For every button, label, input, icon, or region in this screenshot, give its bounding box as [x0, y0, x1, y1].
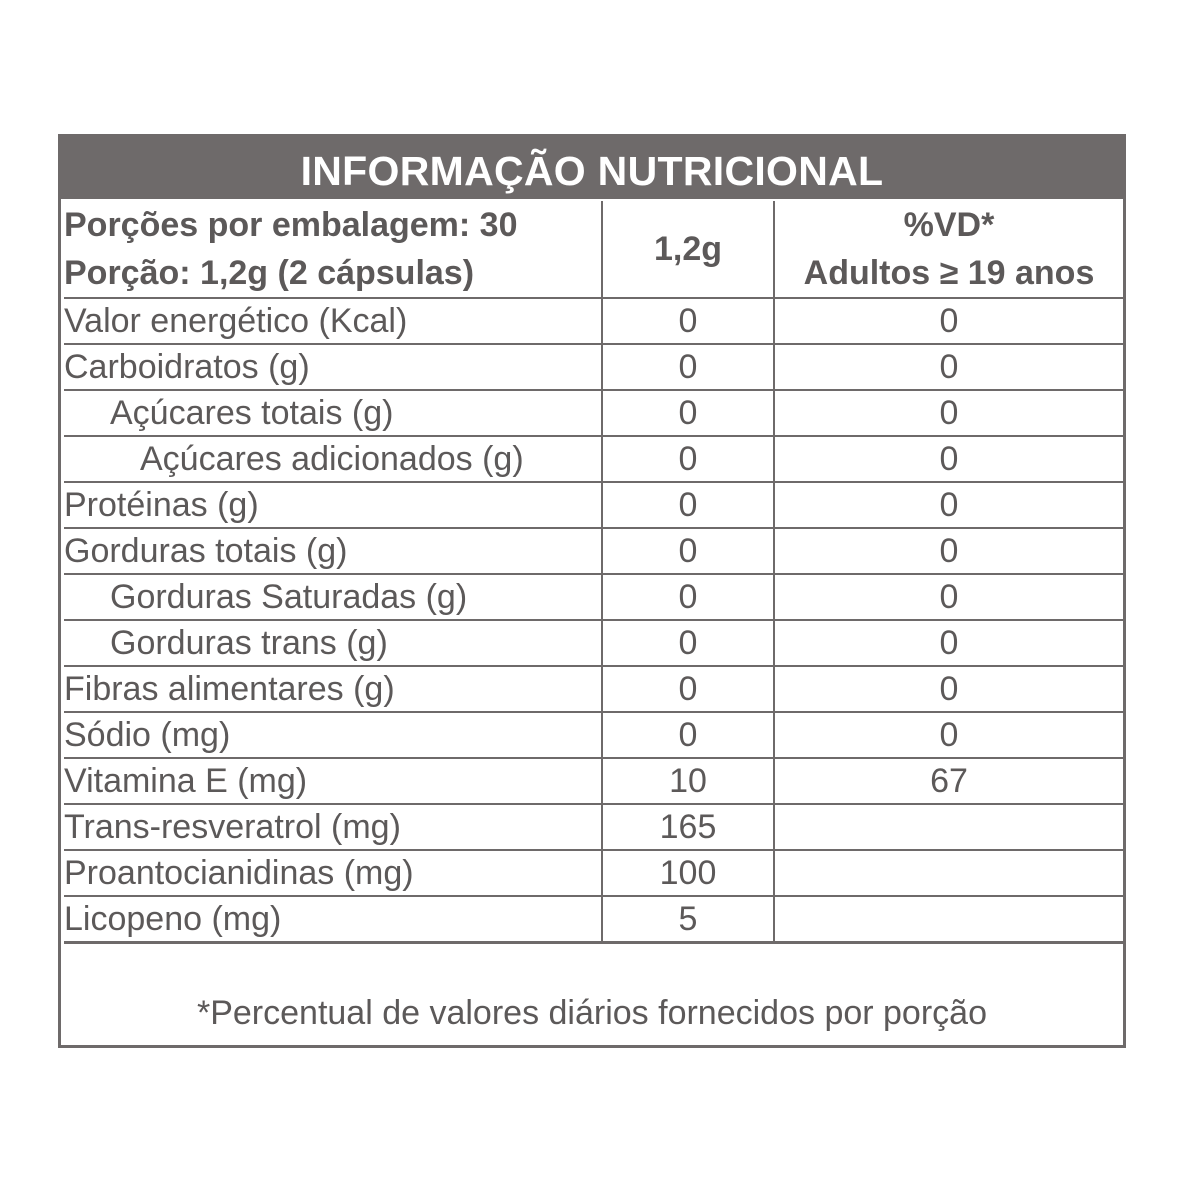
nutrient-quantity: 5 [602, 896, 774, 943]
table-header-row [64, 201, 1123, 298]
nutrient-daily-value: 0 [774, 574, 1123, 620]
nutrient-daily-value: 0 [774, 344, 1123, 390]
nutrient-name: Gorduras Saturadas (g) [64, 574, 602, 620]
nutrient-name: Carboidratos (g) [64, 344, 602, 390]
nutrient-quantity: 0 [602, 528, 774, 574]
table-row [64, 298, 1123, 344]
nutrient-name: Trans-resveratrol (mg) [64, 804, 602, 850]
table-row [64, 482, 1123, 528]
nutrient-name: Licopeno (mg) [64, 896, 602, 943]
nutrient-quantity: 0 [602, 574, 774, 620]
quantity-header: 1,2g [602, 201, 774, 298]
nutrient-daily-value [774, 804, 1123, 850]
nutrient-name: Gorduras totais (g) [64, 528, 602, 574]
footnote: *Percentual de valores diários fornecidos por porção [196, 994, 987, 1032]
daily-value-audience: Adultos ≥ 19 anos [803, 254, 1095, 292]
nutrient-quantity: 10 [602, 758, 774, 804]
nutrient-daily-value: 0 [774, 666, 1123, 712]
portion-info-cell [64, 201, 602, 298]
nutrient-quantity: 100 [602, 850, 774, 896]
nutrient-name: Proantocianidinas (mg) [64, 850, 602, 896]
nutrition-title: INFORMAÇÃO NUTRICIONAL [61, 137, 1123, 199]
nutrient-daily-value [774, 896, 1123, 943]
nutrient-quantity: 165 [602, 804, 774, 850]
nutrient-quantity: 0 [602, 436, 774, 482]
table-row [64, 666, 1123, 712]
nutrient-daily-value: 0 [774, 620, 1123, 666]
daily-value-label: %VD* [903, 206, 995, 244]
daily-value-header [774, 201, 1123, 298]
nutrient-daily-value: 0 [774, 712, 1123, 758]
nutrient-quantity: 0 [602, 390, 774, 436]
table-row [64, 620, 1123, 666]
nutrient-quantity: 0 [602, 712, 774, 758]
nutrient-daily-value: 0 [774, 436, 1123, 482]
nutrient-daily-value: 0 [774, 390, 1123, 436]
table-row [64, 390, 1123, 436]
table-row [64, 712, 1123, 758]
table-row [64, 344, 1123, 390]
table-row [64, 850, 1123, 896]
nutrient-daily-value: 0 [774, 298, 1123, 344]
nutrient-name: Gorduras trans (g) [64, 620, 602, 666]
table-row [64, 436, 1123, 482]
nutrient-daily-value: 67 [774, 758, 1123, 804]
nutrient-daily-value: 0 [774, 482, 1123, 528]
table-row [64, 528, 1123, 574]
nutrient-daily-value: 0 [774, 528, 1123, 574]
portion-size: Porção: 1,2g (2 cápsulas) [64, 254, 475, 292]
nutrient-daily-value [774, 850, 1123, 896]
nutrient-name: Valor energético (Kcal) [64, 298, 602, 344]
nutrient-name: Protéinas (g) [64, 482, 602, 528]
servings-per-package: Porções por embalagem: 30 [64, 206, 518, 244]
nutrient-quantity: 0 [602, 666, 774, 712]
nutrient-quantity: 0 [602, 620, 774, 666]
table-row [64, 804, 1123, 850]
table-row [64, 896, 1123, 943]
table-row [64, 758, 1123, 804]
nutrient-quantity: 0 [602, 482, 774, 528]
nutrient-name: Açúcares totais (g) [64, 390, 602, 436]
nutrient-name: Açúcares adicionados (g) [64, 436, 602, 482]
nutrient-quantity: 0 [602, 344, 774, 390]
nutrient-quantity: 0 [602, 298, 774, 344]
nutrient-name: Vitamina E (mg) [64, 758, 602, 804]
table-row [64, 574, 1123, 620]
nutrition-facts-panel [58, 134, 1126, 1048]
nutrient-name: Fibras alimentares (g) [64, 666, 602, 712]
nutrition-table [64, 201, 1123, 944]
nutrient-name: Sódio (mg) [64, 712, 602, 758]
